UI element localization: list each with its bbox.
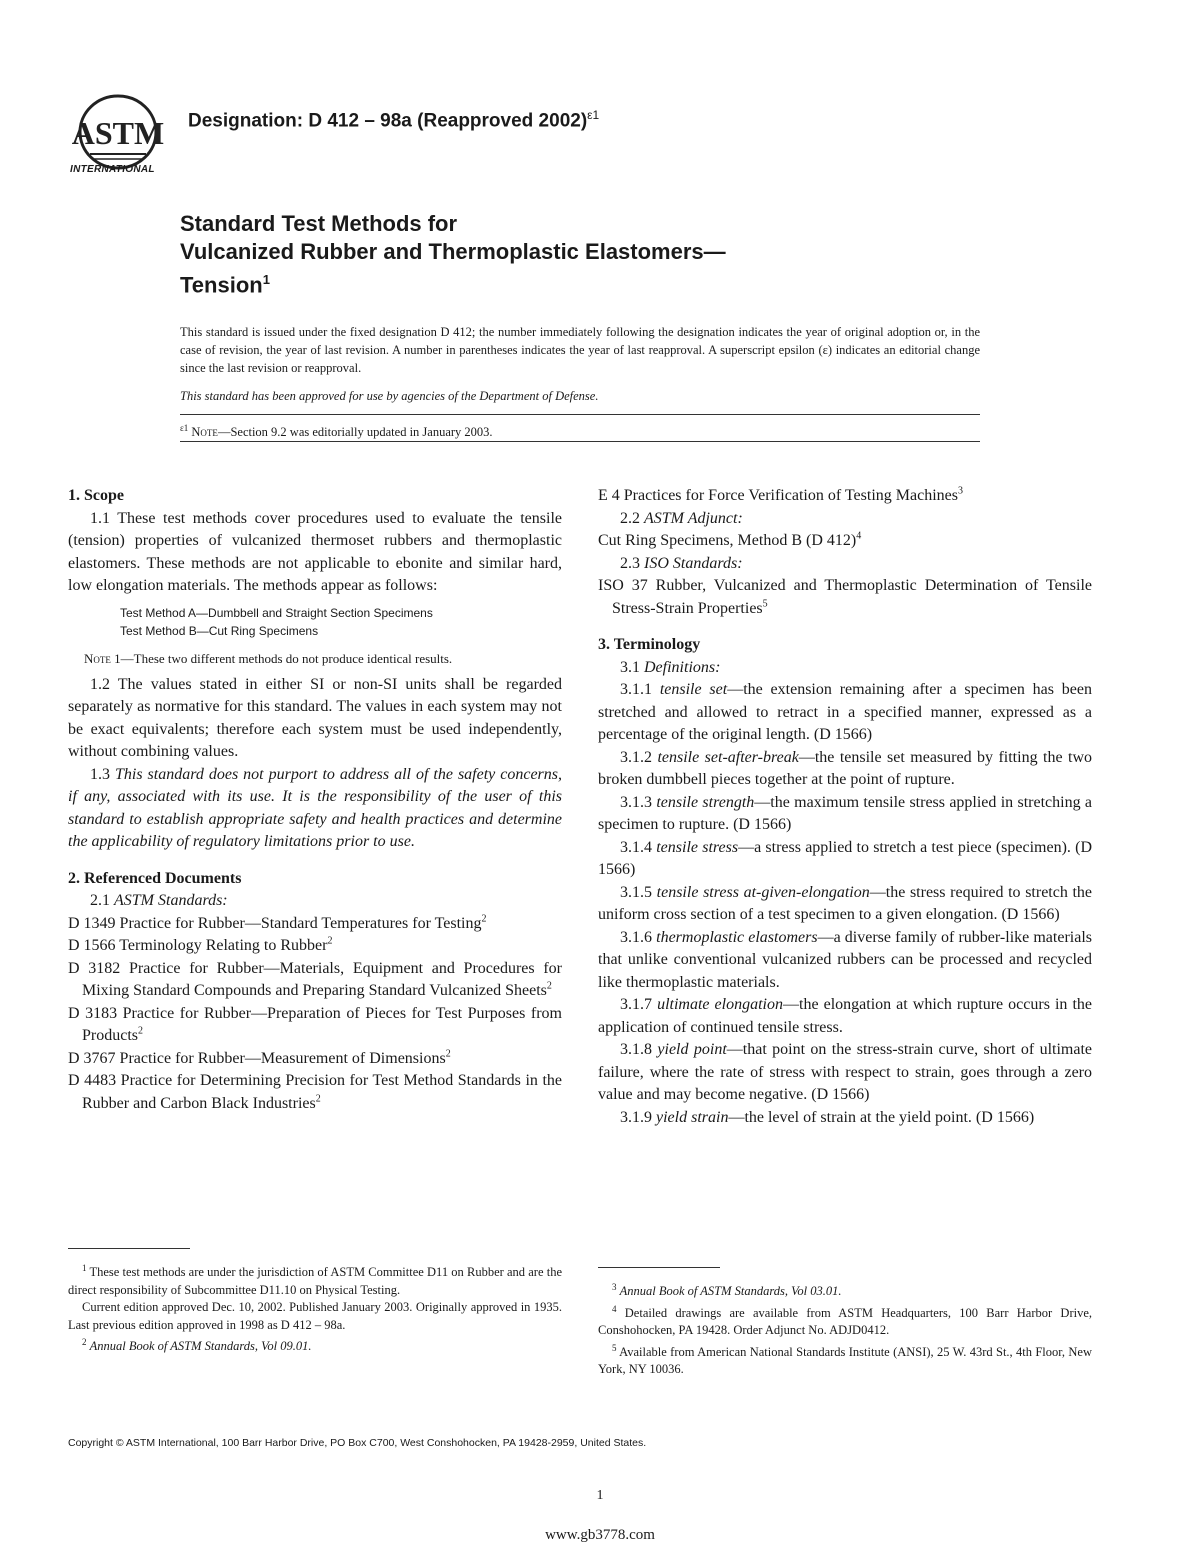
dod-statement: This standard has been approved for use by agencies of the Department of Defense. [180,389,599,403]
section-1-3-text: This standard does not purport to address all of the safety concerns, if any, associated with its use. It is the responsibility of the user of this standard to establish appropriate safety and health practices and determine the applicability of regulatory limitations prior to use. [68,765,563,850]
issuance-statement: This standard is issued under the fixed designation D 412; the number immediately following the designation indicates the year of original adoption or, in the case of revision, the year of last revision. A number in parentheses indicates the year of last reapproval. A superscript epsilon (ε) indicates an editorial change since the last revision or reapproval. [180,325,980,375]
page-title [180,210,726,299]
footnote: $^1$ These test methods are under the jurisdiction of ASTM Committee D11 on Rubber and are the direct responsibility of Subcommittee D11.10 on Physical Testing. [68,1263,562,1297]
logo-text: ASTM [71,115,165,151]
right-column [598,485,1092,1129]
epsilon-note-label: Note [191,425,218,440]
divider-bottom [180,441,980,442]
footnote: $^4$ Detailed drawings are available from ASTM Headquarters, 100 Barr Harbor Drive, Conshohocken, PA 19428. Order Adjunct No. ADJD0412. [598,1303,1092,1338]
ref-item: D 3183 Practice for Rubber—Preparation of Pieces for Test Purposes from Products$^2$ [68,1004,562,1044]
section-1-3 [68,764,562,854]
definition-item: 3.1.2 tensile set-after-break—the tensile set measured by fitting the two broken dumbbell pieces together at the point of rupture. [598,748,1093,788]
page-number: 1 [596,1488,604,1503]
method-b: Test Method B—Cut Ring Specimens [120,623,319,638]
title-line-2: Vulcanized Rubber and Thermoplastic Elastomers— [180,239,726,264]
ref-item: D 3767 Practice for Rubber—Measurement of Dimensions$^2$ [68,1048,451,1067]
section-2-1-num: 2.1 [90,892,110,909]
copyright: Copyright © ASTM International, 100 Barr Harbor Drive, PO Box C700, West Conshohocken, PA 19428-2959, United States. [68,1437,647,1449]
note-1 [68,650,562,668]
designation-sup: ε1 [587,108,600,122]
epsilon-note [180,423,493,440]
section-3-heading: 3. Terminology [598,636,701,653]
section-1-1: 1.1 These test methods cover procedures used to evaluate the tensile (tension) properties of vulcanized thermoset rubbers and thermoplastic elastomers. These methods are not applicable to ebonite and similar hard, low elongation materials. The methods appear as follows: [68,509,562,594]
definition-item: 3.1.1 tensile set—the extension remaining after a specimen has been stretched and allowed to retract in a specified manner, expressed as a percentage of the original length. (D 1566) [598,681,1093,743]
footnote-rule-left [68,1248,190,1249]
section-2-1 [68,890,562,913]
section-2-3: 2.3 ISO Standards: [620,554,743,572]
left-column [68,485,562,1115]
ref-item: D 1349 Practice for Rubber—Standard Temperatures for Testing$^2$ [68,913,487,932]
section-2-1-text: ASTM Standards: [114,892,228,909]
method-list [68,604,562,640]
website-link[interactable]: www.gb3778.com [545,1527,655,1543]
title-line-1: Standard Test Methods for [180,211,458,236]
definition-item: 3.1.9 yield strain—the level of strain at the yield point. (D 1566) [620,1108,1035,1126]
definition-item: 3.1.3 tensile strength—the maximum tensile stress applied in stretching a specimen to rupture. (D 1566) [598,793,1093,833]
note-1-label: Note 1 [84,650,121,666]
ref-iso: ISO 37 Rubber, Vulcanized and Thermoplastic Determination of Tensile Stress-Strain Properties$^5$ [598,577,1092,617]
footnotes-right [598,1279,1092,1379]
section-1-3-num: 1.3 [90,765,110,783]
footnotes-left [68,1260,562,1356]
section-1-heading: 1. Scope [68,487,124,504]
section-2-heading: 2. Referenced Documents [68,869,242,887]
designation [188,108,599,132]
note-1-text: —These two different methods do not produce identical results. [120,650,453,666]
footnote: Current edition approved Dec. 10, 2002. Published January 2003. Originally approved in 1935. Last previous edition approved in 1998 as D 412 – 98a. [68,1300,562,1332]
footnote: $^5$ Available from American National Standards Institute (ANSI), 25 W. 43rd St., 4th Floor, New York, NY 10036. [598,1342,1092,1377]
divider-top [180,414,980,415]
definition-item: 3.1.5 tensile stress at-given-elongation—the stress required to stretch the uniform cross section of a test specimen to a given elongation. (D 1566) [598,883,1093,923]
title-line-3: Tension [180,272,263,298]
ref-e4: E 4 Practices for Force Verification of Testing Machines$^3$ [598,485,963,504]
definition-item: 3.1.7 ultimate elongation—the elongation at which rupture occurs in the application of continued tensile stress. [598,996,1093,1036]
section-2-2: 2.2 ASTM Adjunct: [620,509,743,527]
footnote-rule-right [598,1267,720,1268]
footnote: $^3$ Annual Book of ASTM Standards, Vol 03.01. [612,1282,842,1299]
ref-adjunct: Cut Ring Specimens, Method B (D 412)$^4$ [598,530,862,549]
definition-item: 3.1.6 thermoplastic elastomers—a diverse family of rubber-like materials that unlike conventional vulcanized rubbers can be processed and recycled like thermoplastic materials. [598,928,1092,991]
section-3-1: 3.1 Definitions: [620,658,721,676]
ref-item: D 4483 Practice for Determining Precision for Test Method Standards in the Rubber and Carbon Black Industries$^2$ [68,1072,562,1112]
definition-item: 3.1.4 tensile stress—a stress applied to stretch a test piece (specimen). (D 1566) [598,838,1093,878]
section-1-2: 1.2 The values stated in either SI or non-SI units shall be regarded separately as normative for this standard. The values in each system may not be exact equivalents; therefore each system must be used independently, without combining values. [68,675,562,760]
epsilon-note-text: —Section 9.2 was editorially updated in January 2003. [217,425,493,440]
footnote: $^2$ Annual Book of ASTM Standards, Vol 09.01. [82,1337,312,1354]
ref-item: D 3182 Practice for Rubber—Materials, Equipment and Procedures for Mixing Standard Compounds and Preparing Standard Vulcanized Sheets$^2$ [68,959,562,999]
method-a: Test Method A—Dumbbell and Straight Section Specimens [120,605,433,620]
designation-text: Designation: D 412 – 98a (Reapproved 2002) [188,110,588,132]
logo-caption: INTERNATIONAL [70,164,155,175]
title-sup: 1 [262,272,270,287]
definition-item: 3.1.8 yield point—that point on the stress-strain curve, short of ultimate failure, where the rate of stress with respect to strain, goes through a zero value and may become negative. (D 1566) [598,1041,1093,1103]
epsilon-sup: ε1 [180,423,189,433]
ref-item: D 1566 Terminology Relating to Rubber$^2$ [68,935,333,954]
